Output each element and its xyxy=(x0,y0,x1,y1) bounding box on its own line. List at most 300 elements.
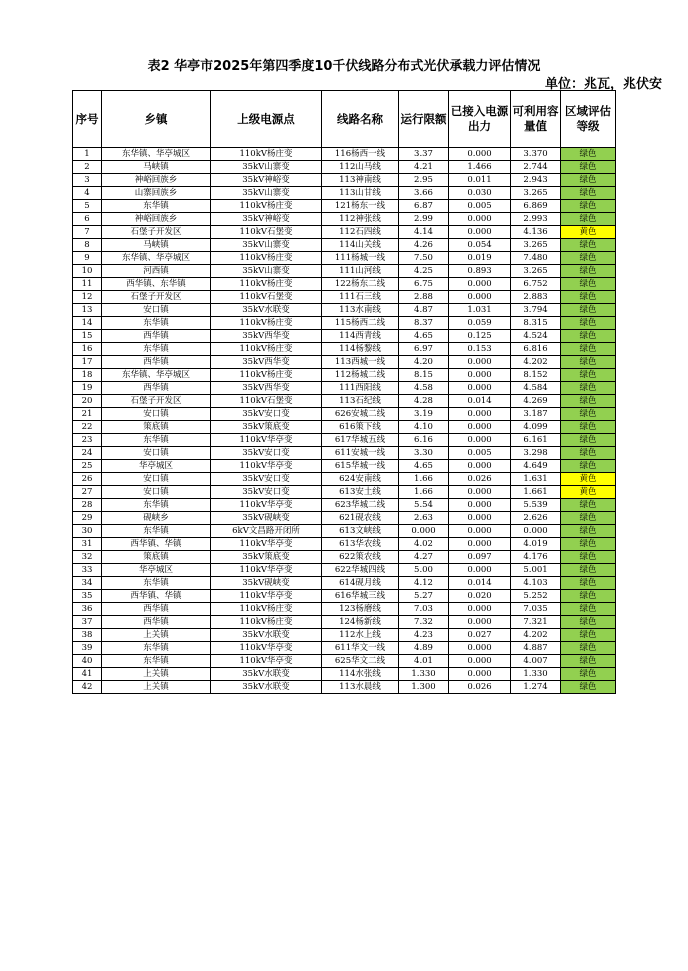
cell-connected: 0.030 xyxy=(449,187,511,200)
cell-index: 15 xyxy=(73,330,102,343)
cell-source: 35kV策底变 xyxy=(211,551,322,564)
table-row xyxy=(73,187,616,200)
cell-township: 石堡子开发区 xyxy=(102,291,211,304)
cell-connected: 0.000 xyxy=(449,278,511,291)
cell-line-name: 112神张线 xyxy=(322,213,399,226)
cell-index: 20 xyxy=(73,395,102,408)
cell-line-name: 613华农线 xyxy=(322,538,399,551)
cell-available: 5.001 xyxy=(511,564,561,577)
cell-limit: 7.50 xyxy=(399,252,449,265)
cell-available: 7.321 xyxy=(511,616,561,629)
cell-available: 6.869 xyxy=(511,200,561,213)
cell-line-name: 626安城二线 xyxy=(322,408,399,421)
cell-available: 5.539 xyxy=(511,499,561,512)
cell-level: 黄色 xyxy=(561,473,616,486)
cell-connected: 0.000 xyxy=(449,148,511,161)
cell-level: 绿色 xyxy=(561,252,616,265)
cell-line-name: 617华城五线 xyxy=(322,434,399,447)
cell-source: 35kV安口变 xyxy=(211,408,322,421)
cell-township: 东华镇 xyxy=(102,655,211,668)
cell-limit: 2.88 xyxy=(399,291,449,304)
cell-limit: 4.12 xyxy=(399,577,449,590)
cell-line-name: 611华文一线 xyxy=(322,642,399,655)
cell-index: 3 xyxy=(73,174,102,187)
cell-level: 黄色 xyxy=(561,486,616,499)
table-row xyxy=(73,681,616,694)
cell-index: 26 xyxy=(73,473,102,486)
cell-available: 3.794 xyxy=(511,304,561,317)
cell-township: 华亭城区 xyxy=(102,564,211,577)
cell-line-name: 114杨黎线 xyxy=(322,343,399,356)
cell-line-name: 113西城一线 xyxy=(322,356,399,369)
cell-source: 110kV华亭变 xyxy=(211,538,322,551)
cell-township: 安口镇 xyxy=(102,408,211,421)
cell-source: 35kV山寨变 xyxy=(211,265,322,278)
cell-township: 东华镇 xyxy=(102,317,211,330)
cell-limit: 1.66 xyxy=(399,473,449,486)
cell-index: 32 xyxy=(73,551,102,564)
cell-level: 绿色 xyxy=(561,148,616,161)
cell-index: 5 xyxy=(73,200,102,213)
cell-limit: 3.19 xyxy=(399,408,449,421)
cell-available: 4.269 xyxy=(511,395,561,408)
cell-source: 110kV杨庄变 xyxy=(211,369,322,382)
cell-level: 绿色 xyxy=(561,408,616,421)
cell-township: 西华镇 xyxy=(102,603,211,616)
cell-index: 17 xyxy=(73,356,102,369)
cell-connected: 1.466 xyxy=(449,161,511,174)
table-body xyxy=(73,148,616,694)
cell-available: 4.019 xyxy=(511,538,561,551)
table-row xyxy=(73,434,616,447)
cell-index: 22 xyxy=(73,421,102,434)
cell-level: 绿色 xyxy=(561,551,616,564)
cell-line-name: 111山河线 xyxy=(322,265,399,278)
cell-township: 华亭城区 xyxy=(102,460,211,473)
cell-source: 35kV砚峡变 xyxy=(211,577,322,590)
cell-limit: 1.330 xyxy=(399,668,449,681)
cell-source: 35kV水联变 xyxy=(211,629,322,642)
cell-source: 35kV神峪变 xyxy=(211,174,322,187)
cell-limit: 7.03 xyxy=(399,603,449,616)
cell-source: 35kV西华变 xyxy=(211,330,322,343)
table-row xyxy=(73,213,616,226)
cell-available: 7.480 xyxy=(511,252,561,265)
cell-source: 35kV安口变 xyxy=(211,447,322,460)
cell-source: 110kV华亭变 xyxy=(211,460,322,473)
cell-index: 11 xyxy=(73,278,102,291)
cell-township: 上关镇 xyxy=(102,681,211,694)
cell-connected: 0.000 xyxy=(449,486,511,499)
cell-available: 3.370 xyxy=(511,148,561,161)
cell-connected: 0.020 xyxy=(449,590,511,603)
cell-line-name: 611安城一线 xyxy=(322,447,399,460)
cell-line-name: 113神南线 xyxy=(322,174,399,187)
header-limit: 运行限额 xyxy=(399,91,449,148)
cell-source: 110kV华亭变 xyxy=(211,655,322,668)
cell-connected: 0.000 xyxy=(449,291,511,304)
cell-available: 6.161 xyxy=(511,434,561,447)
cell-source: 35kV水联变 xyxy=(211,681,322,694)
cell-available: 3.265 xyxy=(511,187,561,200)
cell-level: 绿色 xyxy=(561,603,616,616)
cell-source: 35kV山寨变 xyxy=(211,161,322,174)
cell-connected: 0.000 xyxy=(449,408,511,421)
cell-level: 绿色 xyxy=(561,369,616,382)
cell-township: 石堡子开发区 xyxy=(102,226,211,239)
cell-limit: 4.27 xyxy=(399,551,449,564)
cell-level: 绿色 xyxy=(561,161,616,174)
cell-limit: 4.87 xyxy=(399,304,449,317)
cell-available: 2.993 xyxy=(511,213,561,226)
cell-line-name: 121杨东一线 xyxy=(322,200,399,213)
table-row xyxy=(73,304,616,317)
cell-line-name: 114西青线 xyxy=(322,330,399,343)
cell-index: 30 xyxy=(73,525,102,538)
cell-line-name: 622华城四线 xyxy=(322,564,399,577)
cell-connected: 0.153 xyxy=(449,343,511,356)
cell-source: 110kV杨庄变 xyxy=(211,252,322,265)
table-row xyxy=(73,564,616,577)
cell-source: 110kV华亭变 xyxy=(211,642,322,655)
cell-line-name: 114水张线 xyxy=(322,668,399,681)
cell-connected: 0.005 xyxy=(449,447,511,460)
cell-line-name: 111石三线 xyxy=(322,291,399,304)
cell-source: 110kV杨庄变 xyxy=(211,200,322,213)
cell-connected: 0.054 xyxy=(449,239,511,252)
cell-source: 35kV西华变 xyxy=(211,382,322,395)
cell-township: 上关镇 xyxy=(102,629,211,642)
cell-index: 8 xyxy=(73,239,102,252)
cell-index: 42 xyxy=(73,681,102,694)
cell-index: 6 xyxy=(73,213,102,226)
cell-connected: 0.019 xyxy=(449,252,511,265)
cell-line-name: 616华城三线 xyxy=(322,590,399,603)
cell-source: 6kV文昌路开闭所 xyxy=(211,525,322,538)
cell-level: 绿色 xyxy=(561,265,616,278)
unit-label: 单位：兆瓦，兆伏安 xyxy=(544,77,662,92)
cell-connected: 0.000 xyxy=(449,421,511,434)
cell-source: 35kV安口变 xyxy=(211,473,322,486)
cell-township: 西华镇、华镇 xyxy=(102,590,211,603)
cell-level: 绿色 xyxy=(561,291,616,304)
cell-limit: 4.65 xyxy=(399,460,449,473)
cell-available: 8.152 xyxy=(511,369,561,382)
cell-limit: 4.02 xyxy=(399,538,449,551)
cell-township: 神峪回族乡 xyxy=(102,174,211,187)
cell-available: 3.187 xyxy=(511,408,561,421)
cell-index: 4 xyxy=(73,187,102,200)
table-row xyxy=(73,317,616,330)
cell-available: 4.887 xyxy=(511,642,561,655)
table-row xyxy=(73,447,616,460)
cell-line-name: 114山关线 xyxy=(322,239,399,252)
cell-index: 13 xyxy=(73,304,102,317)
cell-township: 砚峡乡 xyxy=(102,512,211,525)
header-level: 区域评估等级 xyxy=(561,91,616,148)
cell-line-name: 112石四线 xyxy=(322,226,399,239)
table-header-row xyxy=(73,91,616,148)
table-row xyxy=(73,239,616,252)
cell-index: 39 xyxy=(73,642,102,655)
cell-level: 绿色 xyxy=(561,187,616,200)
cell-available: 4.007 xyxy=(511,655,561,668)
cell-township: 东华镇 xyxy=(102,577,211,590)
cell-connected: 0.000 xyxy=(449,655,511,668)
cell-connected: 0.000 xyxy=(449,460,511,473)
cell-limit: 1.300 xyxy=(399,681,449,694)
cell-source: 110kV杨庄变 xyxy=(211,616,322,629)
cell-township: 西华镇、东华镇 xyxy=(102,278,211,291)
cell-level: 绿色 xyxy=(561,525,616,538)
cell-index: 2 xyxy=(73,161,102,174)
cell-connected: 0.000 xyxy=(449,525,511,538)
cell-available: 3.265 xyxy=(511,265,561,278)
cell-connected: 0.125 xyxy=(449,330,511,343)
cell-index: 33 xyxy=(73,564,102,577)
cell-source: 35kV山寨变 xyxy=(211,187,322,200)
table-row xyxy=(73,590,616,603)
cell-township: 山寨回族乡 xyxy=(102,187,211,200)
cell-available: 4.176 xyxy=(511,551,561,564)
cell-level: 绿色 xyxy=(561,447,616,460)
cell-available: 4.649 xyxy=(511,460,561,473)
cell-available: 5.252 xyxy=(511,590,561,603)
cell-line-name: 622策农线 xyxy=(322,551,399,564)
cell-available: 7.035 xyxy=(511,603,561,616)
cell-index: 21 xyxy=(73,408,102,421)
cell-index: 38 xyxy=(73,629,102,642)
cell-source: 110kV杨庄变 xyxy=(211,343,322,356)
cell-available: 6.816 xyxy=(511,343,561,356)
cell-line-name: 625华文二线 xyxy=(322,655,399,668)
cell-index: 7 xyxy=(73,226,102,239)
cell-township: 马峡镇 xyxy=(102,161,211,174)
cell-limit: 3.66 xyxy=(399,187,449,200)
cell-limit: 4.21 xyxy=(399,161,449,174)
table-row xyxy=(73,382,616,395)
table-row xyxy=(73,642,616,655)
cell-connected: 0.026 xyxy=(449,473,511,486)
table-row xyxy=(73,577,616,590)
table-row xyxy=(73,278,616,291)
cell-township: 上关镇 xyxy=(102,668,211,681)
cell-limit: 7.32 xyxy=(399,616,449,629)
cell-available: 2.943 xyxy=(511,174,561,187)
table-row xyxy=(73,486,616,499)
cell-township: 东华镇 xyxy=(102,200,211,213)
header-source: 上级电源点 xyxy=(211,91,322,148)
cell-limit: 0.000 xyxy=(399,525,449,538)
cell-connected: 0.005 xyxy=(449,200,511,213)
table-row xyxy=(73,603,616,616)
cell-available: 6.752 xyxy=(511,278,561,291)
cell-township: 东华镇 xyxy=(102,343,211,356)
table-row xyxy=(73,408,616,421)
cell-line-name: 613安土线 xyxy=(322,486,399,499)
cell-connected: 0.000 xyxy=(449,213,511,226)
cell-line-name: 111杨城一线 xyxy=(322,252,399,265)
cell-connected: 0.097 xyxy=(449,551,511,564)
table-row xyxy=(73,161,616,174)
cell-township: 东华镇、华亭城区 xyxy=(102,148,211,161)
cell-connected: 0.000 xyxy=(449,226,511,239)
cell-connected: 0.027 xyxy=(449,629,511,642)
cell-connected: 0.000 xyxy=(449,382,511,395)
cell-limit: 6.16 xyxy=(399,434,449,447)
cell-source: 110kV石堡变 xyxy=(211,395,322,408)
table-row xyxy=(73,616,616,629)
cell-township: 安口镇 xyxy=(102,473,211,486)
cell-level: 绿色 xyxy=(561,382,616,395)
cell-township: 西华镇 xyxy=(102,330,211,343)
cell-connected: 0.000 xyxy=(449,642,511,655)
cell-limit: 4.20 xyxy=(399,356,449,369)
cell-line-name: 112杨城二线 xyxy=(322,369,399,382)
cell-level: 绿色 xyxy=(561,421,616,434)
cell-limit: 4.10 xyxy=(399,421,449,434)
cell-source: 110kV华亭变 xyxy=(211,499,322,512)
cell-township: 西华镇 xyxy=(102,382,211,395)
cell-line-name: 614砚月线 xyxy=(322,577,399,590)
table-row xyxy=(73,200,616,213)
cell-index: 16 xyxy=(73,343,102,356)
cell-source: 110kV石堡变 xyxy=(211,226,322,239)
cell-level: 绿色 xyxy=(561,304,616,317)
cell-township: 东华镇、华亭城区 xyxy=(102,369,211,382)
cell-level: 绿色 xyxy=(561,239,616,252)
cell-township: 东华镇、华亭城区 xyxy=(102,252,211,265)
cell-index: 9 xyxy=(73,252,102,265)
cell-limit: 4.01 xyxy=(399,655,449,668)
table-row xyxy=(73,655,616,668)
cell-index: 34 xyxy=(73,577,102,590)
cell-level: 绿色 xyxy=(561,460,616,473)
cell-connected: 0.000 xyxy=(449,512,511,525)
cell-available: 2.626 xyxy=(511,512,561,525)
cell-available: 4.099 xyxy=(511,421,561,434)
cell-connected: 0.014 xyxy=(449,395,511,408)
table-row xyxy=(73,538,616,551)
cell-connected: 0.000 xyxy=(449,603,511,616)
cell-line-name: 111西阳线 xyxy=(322,382,399,395)
cell-township: 东华镇 xyxy=(102,642,211,655)
cell-index: 40 xyxy=(73,655,102,668)
cell-limit: 6.75 xyxy=(399,278,449,291)
table-row xyxy=(73,252,616,265)
cell-limit: 4.26 xyxy=(399,239,449,252)
page-title: 表2 华亭市2025年第四季度10千伏线路分布式光伏承载力评估情况 xyxy=(147,59,541,74)
cell-connected: 0.011 xyxy=(449,174,511,187)
cell-line-name: 112山马线 xyxy=(322,161,399,174)
cell-index: 23 xyxy=(73,434,102,447)
cell-index: 36 xyxy=(73,603,102,616)
cell-level: 绿色 xyxy=(561,564,616,577)
cell-limit: 3.30 xyxy=(399,447,449,460)
cell-available: 4.103 xyxy=(511,577,561,590)
cell-limit: 1.66 xyxy=(399,486,449,499)
cell-level: 绿色 xyxy=(561,317,616,330)
cell-township: 西华镇、华镇 xyxy=(102,538,211,551)
cell-source: 110kV杨庄变 xyxy=(211,603,322,616)
cell-source: 35kV神峪变 xyxy=(211,213,322,226)
cell-level: 绿色 xyxy=(561,356,616,369)
cell-line-name: 124杨新线 xyxy=(322,616,399,629)
cell-limit: 2.99 xyxy=(399,213,449,226)
table-row xyxy=(73,473,616,486)
cell-available: 2.883 xyxy=(511,291,561,304)
cell-index: 12 xyxy=(73,291,102,304)
header-township: 乡镇 xyxy=(102,91,211,148)
cell-limit: 4.65 xyxy=(399,330,449,343)
cell-level: 绿色 xyxy=(561,499,616,512)
cell-line-name: 113水南线 xyxy=(322,304,399,317)
cell-line-name: 613文峡线 xyxy=(322,525,399,538)
cell-connected: 0.014 xyxy=(449,577,511,590)
table-row xyxy=(73,369,616,382)
cell-level: 绿色 xyxy=(561,434,616,447)
cell-source: 110kV杨庄变 xyxy=(211,317,322,330)
cell-line-name: 113石纪线 xyxy=(322,395,399,408)
cell-index: 25 xyxy=(73,460,102,473)
cell-available: 4.584 xyxy=(511,382,561,395)
cell-level: 绿色 xyxy=(561,538,616,551)
cell-level: 绿色 xyxy=(561,655,616,668)
cell-available: 4.524 xyxy=(511,330,561,343)
cell-level: 绿色 xyxy=(561,213,616,226)
cell-township: 安口镇 xyxy=(102,486,211,499)
cell-limit: 4.14 xyxy=(399,226,449,239)
cell-index: 10 xyxy=(73,265,102,278)
table-row xyxy=(73,395,616,408)
cell-level: 绿色 xyxy=(561,174,616,187)
cell-connected: 0.000 xyxy=(449,616,511,629)
cell-source: 110kV华亭变 xyxy=(211,434,322,447)
cell-index: 41 xyxy=(73,668,102,681)
cell-township: 策底镇 xyxy=(102,551,211,564)
cell-source: 110kV华亭变 xyxy=(211,590,322,603)
cell-township: 安口镇 xyxy=(102,304,211,317)
cell-level: 绿色 xyxy=(561,616,616,629)
cell-index: 28 xyxy=(73,499,102,512)
cell-level: 绿色 xyxy=(561,395,616,408)
cell-index: 19 xyxy=(73,382,102,395)
cell-line-name: 621砚农线 xyxy=(322,512,399,525)
cell-source: 35kV水联变 xyxy=(211,304,322,317)
cell-limit: 5.00 xyxy=(399,564,449,577)
cell-level: 绿色 xyxy=(561,330,616,343)
cell-limit: 5.27 xyxy=(399,590,449,603)
cell-available: 8.315 xyxy=(511,317,561,330)
cell-connected: 0.059 xyxy=(449,317,511,330)
cell-index: 18 xyxy=(73,369,102,382)
cell-level: 绿色 xyxy=(561,577,616,590)
cell-limit: 4.28 xyxy=(399,395,449,408)
cell-limit: 6.87 xyxy=(399,200,449,213)
cell-source: 110kV杨庄变 xyxy=(211,148,322,161)
cell-connected: 0.026 xyxy=(449,681,511,694)
cell-level: 绿色 xyxy=(561,590,616,603)
cell-level: 绿色 xyxy=(561,343,616,356)
cell-line-name: 113山甘线 xyxy=(322,187,399,200)
cell-available: 3.298 xyxy=(511,447,561,460)
table-row xyxy=(73,343,616,356)
cell-limit: 6.97 xyxy=(399,343,449,356)
cell-source: 35kV砚峡变 xyxy=(211,512,322,525)
assessment-table xyxy=(72,90,616,694)
cell-connected: 0.000 xyxy=(449,434,511,447)
cell-available: 1.274 xyxy=(511,681,561,694)
